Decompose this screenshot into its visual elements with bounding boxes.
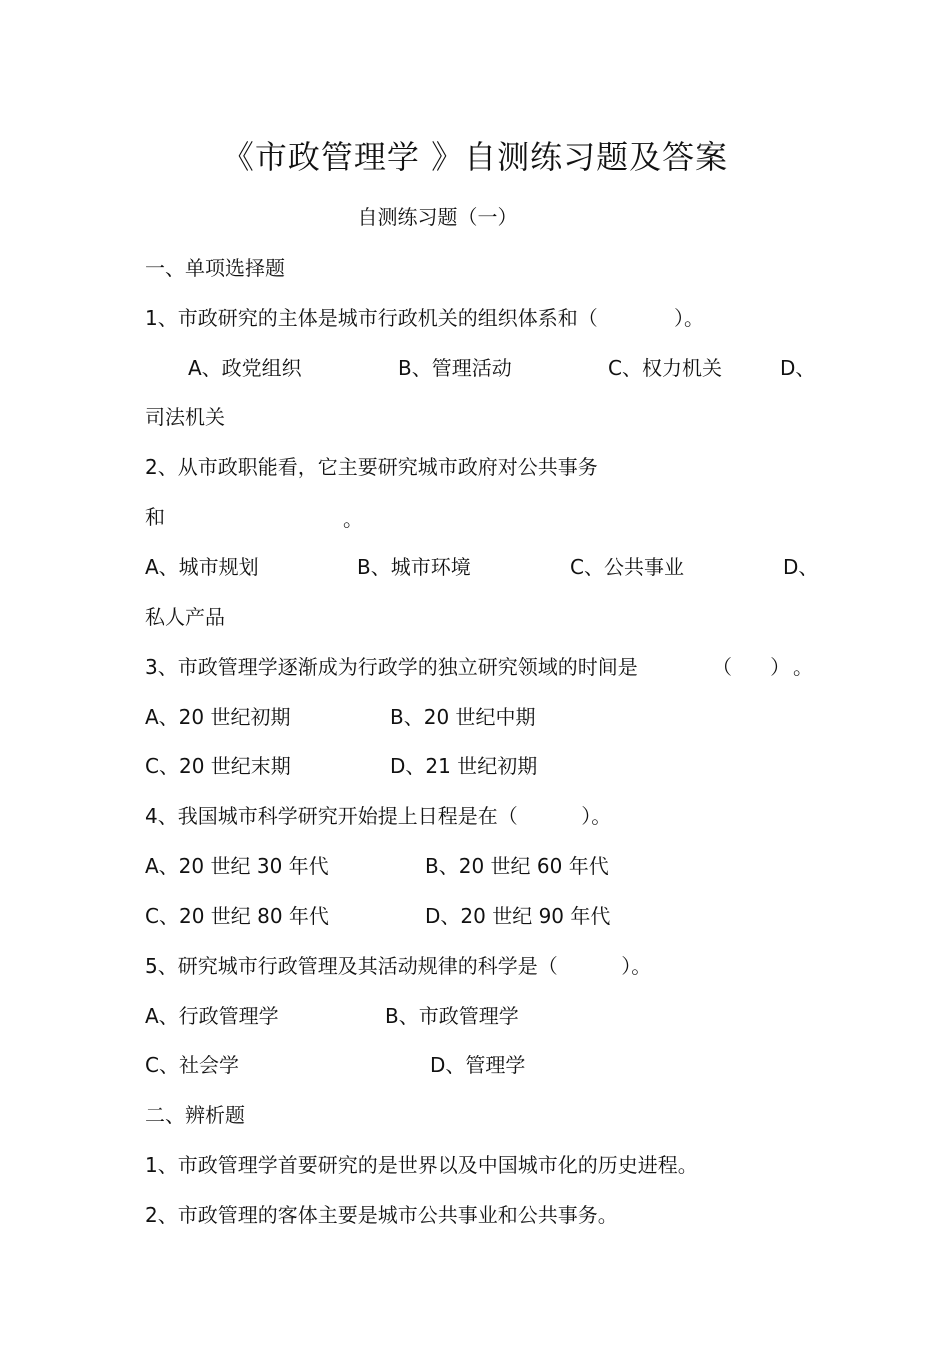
question-2-option-c: C、公共事业 <box>570 555 684 579</box>
question-5-stem: 5、研究城市行政管理及其活动规律的科学是（ ）。 <box>145 954 652 978</box>
document-subtitle: 自测练习题（一） <box>357 205 518 229</box>
document-title: 《市政管理学 》自测练习题及答案 <box>221 138 729 176</box>
question-3-stem: 3、市政管理学逐渐成为行政学的独立研究领域的时间是 <box>145 655 638 679</box>
question-5-option-a: A、行政管理学 <box>145 1004 279 1028</box>
question-1-option-d-text: 司法机关 <box>145 405 225 429</box>
question-3-answer-blank: （ ） <box>712 655 791 679</box>
question-2-option-b: B、城市环境 <box>357 555 471 579</box>
question-1-option-c: C、权力机关 <box>608 356 722 380</box>
question-2-stem-continued: 和 <box>145 505 165 529</box>
question-5-option-d: D、管理学 <box>430 1053 526 1077</box>
question-1-stem: 1、市政研究的主体是城市行政机关的组织体系和（ ）。 <box>145 306 705 330</box>
question-5-option-c: C、社会学 <box>145 1053 239 1077</box>
question-2-stem-end: 。 <box>343 507 363 531</box>
question-3-option-c: C、20 世纪末期 <box>145 754 291 778</box>
question-3-stem-end: 。 <box>793 655 813 679</box>
question-1-option-a: A、政党组织 <box>188 356 302 380</box>
question-1-option-d: D、 <box>780 356 816 380</box>
question-4-option-b: B、20 世纪 60 年代 <box>425 854 609 878</box>
question-1-option-b: B、管理活动 <box>398 356 512 380</box>
question-5-option-b: B、市政管理学 <box>385 1004 519 1028</box>
question-3-option-b: B、20 世纪中期 <box>390 705 536 729</box>
section-heading-analysis: 二、辨析题 <box>145 1103 245 1127</box>
question-3-option-d: D、21 世纪初期 <box>390 754 538 778</box>
analysis-item-2: 2、市政管理的客体主要是城市公共事业和公共事务。 <box>145 1203 618 1227</box>
section-heading-single-choice: 一、单项选择题 <box>145 256 285 280</box>
question-4-stem: 4、我国城市科学研究开始提上日程是在（ ）。 <box>145 804 612 828</box>
question-4-option-a: A、20 世纪 30 年代 <box>145 854 329 878</box>
question-4-option-c: C、20 世纪 80 年代 <box>145 904 329 928</box>
question-2-option-d-text: 私人产品 <box>145 605 225 629</box>
question-2-stem: 2、从市政职能看，它主要研究城市政府对公共事务 <box>145 455 598 479</box>
analysis-item-1: 1、市政管理学首要研究的是世界以及中国城市化的历史进程。 <box>145 1153 698 1177</box>
question-3-option-a: A、20 世纪初期 <box>145 705 291 729</box>
question-2-option-a: A、城市规划 <box>145 555 259 579</box>
question-4-option-d: D、20 世纪 90 年代 <box>425 904 611 928</box>
question-2-option-d: D、 <box>783 555 819 579</box>
